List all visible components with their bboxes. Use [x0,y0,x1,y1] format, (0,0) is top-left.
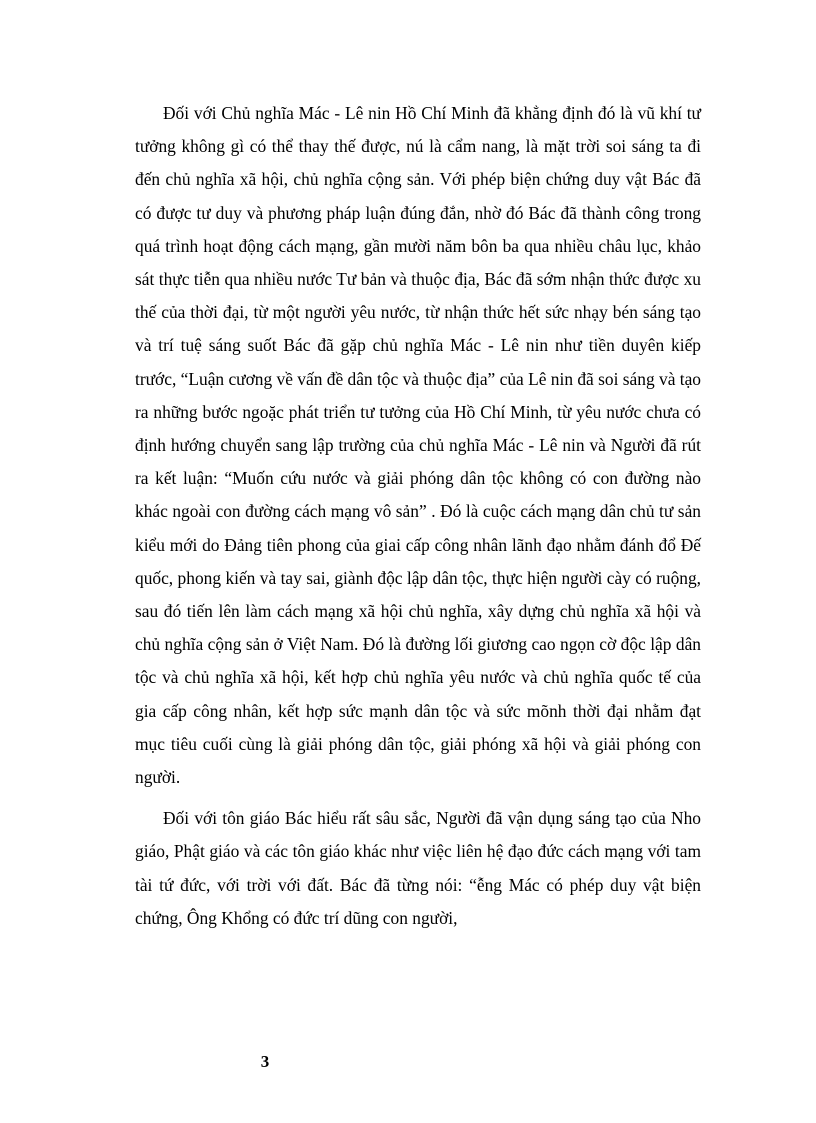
paragraph: Đối với tôn giáo Bác hiểu rất sâu sắc, Người đã vận dụng sáng tạo của Nho giáo, Phật giáo và các tôn giáo khác như việc liên hệ đạo đức cách mạng với tam tài tứ đức, với trời với đất. Bác đã từng nói: “ễng Mác có phép duy vật biện chứng, Ông Khổng có đức trí dũng con người, [135,808,701,928]
document-body [135,97,701,935]
paragraph: Đối với Chủ nghĩa Mác - Lê nin Hồ Chí Minh đã khẳng định đó là vũ khí tư tưởng không gì có thể thay thế được, nú là cẩm nang, là mặt trời soi sáng ta đi đến chủ nghĩa xã hội, chủ nghĩa cộng sản. Với phép biện chứng duy vật Bác đã có được tư duy và phương pháp luận đúng đắn, nhờ đó Bác đã thành công trong quá trình hoạt động cách mạng, gần mười năm bôn ba qua nhiều châu lục, khảo sát thực tiễn qua nhiều nước Tư bản và thuộc địa, Bác đã sớm nhận thức được xu thế của thời đại, từ một người yêu nước, từ nhận thức hết sức nhạy bén sáng tạo và trí tuệ sáng suốt Bác đã gặp chủ nghĩa Mác - Lê nin như tiền duyên kiếp trước, “Luận cương về vấn đề dân tộc và thuộc địa” của Lê nin đã soi sáng và tạo ra những bước ngoặc phát triển tư tưởng của Hồ Chí Minh, từ yêu nước chưa có định hướng chuyển sang lập trường của chủ nghĩa Mác - Lê nin và Người đã rút ra kết luận: “Muốn cứu nước và giải phóng dân tộc không có con đường nào khác ngoài con đường cách mạng vô sản” . Đó là cuộc cách mạng dân chủ tư sản kiểu mới do Đảng tiên phong của giai cấp công nhân lãnh đạo nhằm đánh đổ Đế quốc, phong kiến và tay sai, giành độc lập dân tộc, thực hiện người cày có ruộng, sau đó tiến lên làm cách mạng xã hội chủ nghĩa, xây dựng chủ nghĩa xã hội và chủ nghĩa cộng sản ở Việt Nam. Đó là đường lối giương cao ngọn cờ độc lập dân tộc và chủ nghĩa xã hội, kết hợp chủ nghĩa yêu nước và chủ nghĩa quốc tế của gia cấp công nhân, kết hợp sức mạnh dân tộc và sức mõnh thời đại nhằm đạt mục tiêu cuối cùng là giải phóng dân tộc, giải phóng xã hội và giải phóng con người. [135,103,702,788]
page-number: 3 [260,1052,270,1071]
